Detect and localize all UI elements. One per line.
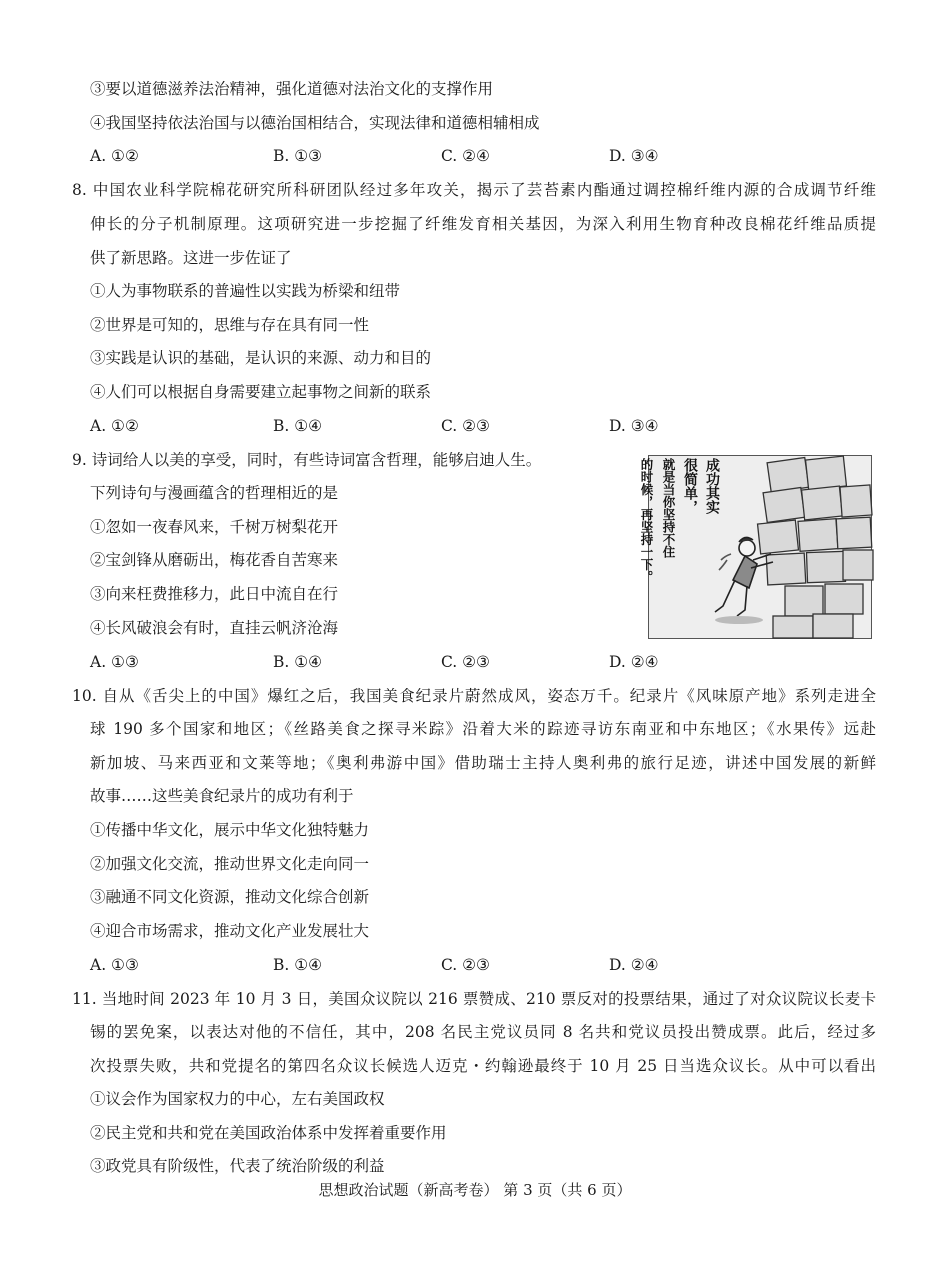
q8-item-4: ④人们可以根据自身需要建立起事物之间新的联系 [90,383,432,401]
q7-option-a[interactable]: A. ①② [90,147,139,165]
q9-option-a[interactable]: A. ①③ [90,653,139,671]
cartoon-text-col-4: 的时候，再坚持一下。 [639,458,654,583]
q7-option-d[interactable]: D. ③④ [609,147,659,165]
q10-stem-line-4: 故事……这些美食纪录片的成功有利于 [90,787,354,805]
q11-stem-line-3: 次投票失败，共和党提名的第四名众议长候选人迈克・约翰逊最终于 10 月 25 日当选众议长。从中可以看出 [90,1057,876,1075]
q10-options [90,954,790,976]
q9-item-2: ②宝剑锋从磨砺出，梅花香自苦寒来 [90,551,339,569]
q8-option-a[interactable]: A. ①② [90,417,139,435]
q10-stem-line-2: 球 190 多个国家和地区；《丝路美食之探寻米踪》沿着大米的踪迹寻访东南亚和中东地区；《水果传》远赴 [90,720,876,738]
q10-option-b[interactable]: B. ①④ [273,956,323,974]
q10-item-2: ②加强文化交流，推动世界文化走向同一 [90,855,370,873]
q8-stem-line-3: 供了新思路。这进一步佐证了 [90,249,292,267]
q8-stem-line-2: 伸长的分子机制原理。这项研究进一步挖掘了纤维发育相关基因，为深入利用生物育种改良棉花纤维品质提 [90,215,876,233]
q9-option-c[interactable]: C. ②③ [441,653,490,671]
cartoon-text-col-1: 成功其实 [704,458,720,514]
q11-item-2: ②民主党和共和党在美国政治体系中发挥着重要作用 [90,1124,447,1142]
q8-option-d[interactable]: D. ③④ [609,417,659,435]
q8-stem-line-1: 8. 中国农业科学院棉花研究所科研团队经过多年攻关，揭示了芸苔素内酯通过调控棉纤维内源的合成调节纤维 [72,181,876,199]
q10-option-c[interactable]: C. ②③ [441,956,490,974]
q7-option-b[interactable]: B. ①③ [273,147,323,165]
q8-item-3: ③实践是认识的基础，是认识的来源、动力和目的 [90,349,432,367]
q9-item-3: ③向来枉费推移力，此日中流自在行 [90,585,339,603]
q9-options [90,651,790,673]
page-footer: 思想政治试题（新高考卷） 第 3 页（共 6 页） [318,1181,632,1199]
q7-item-4: ④我国坚持依法治国与以德治国相结合，实现法律和道德相辅相成 [90,114,540,132]
q11-stem-line-2: 锡的罢免案，以表达对他的不信任，其中，208 名民主党议员同 8 名共和党议员投出赞成票。此后，经过多 [90,1023,876,1041]
q11-item-1: ①议会作为国家权力的中心，左右美国政权 [90,1090,385,1108]
q7-option-c[interactable]: C. ②④ [441,147,490,165]
q9-item-4: ④长风破浪会有时，直挂云帆济沧海 [90,619,339,637]
q10-item-1: ①传播中华文化，展示中华文化独特魅力 [90,821,370,839]
q9-option-d[interactable]: D. ②④ [609,653,659,671]
cartoon-text-col-3: 就是当你坚持不住 [661,458,676,558]
q10-option-a[interactable]: A. ①③ [90,956,139,974]
q8-item-1: ①人为事物联系的普遍性以实践为桥梁和纽带 [90,282,401,300]
q9-stem-line-1: 9. 诗词给人以美的享受，同时，有些诗词富含哲理，能够启迪人生。 [72,451,542,469]
q10-stem-line-3: 新加坡、马来西亚和文莱等地；《奥利弗游中国》借助瑞士主持人奥利弗的旅行足迹，讲述中国发展的新鲜 [90,754,876,772]
q8-option-b[interactable]: B. ①④ [273,417,323,435]
q9-cartoon-illustration [639,455,872,639]
q9-option-b[interactable]: B. ①④ [273,653,323,671]
q7-options [90,145,790,167]
q10-item-4: ④迎合市场需求，推动文化产业发展壮大 [90,922,370,940]
q11-stem-line-1: 11. 当地时间 2023 年 10 月 3 日，美国众议院以 216 票赞成、210 票反对的投票结果，通过了对众议院议长麦卡 [72,990,876,1008]
q9-item-1: ①忽如一夜春风来，千树万树梨花开 [90,518,339,536]
q8-option-c[interactable]: C. ②③ [441,417,490,435]
q8-options [90,415,790,437]
q7-item-3: ③要以道德滋养法治精神，强化道德对法治文化的支撑作用 [90,80,494,98]
q10-option-d[interactable]: D. ②④ [609,956,659,974]
q10-stem-line-1: 10. 自从《舌尖上的中国》爆红之后，我国美食纪录片蔚然成风，姿态万千。纪录片《风味原产地》系列走进全 [72,687,876,705]
cartoon-text-col-2: 很简单， [682,458,698,514]
q11-item-3: ③政党具有阶级性，代表了统治阶级的利益 [90,1157,385,1175]
q10-item-3: ③融通不同文化资源，推动文化综合创新 [90,888,370,906]
q9-stem-line-2: 下列诗句与漫画蕴含的哲理相近的是 [90,484,339,502]
q8-item-2: ②世界是可知的，思维与存在具有同一性 [90,316,370,334]
